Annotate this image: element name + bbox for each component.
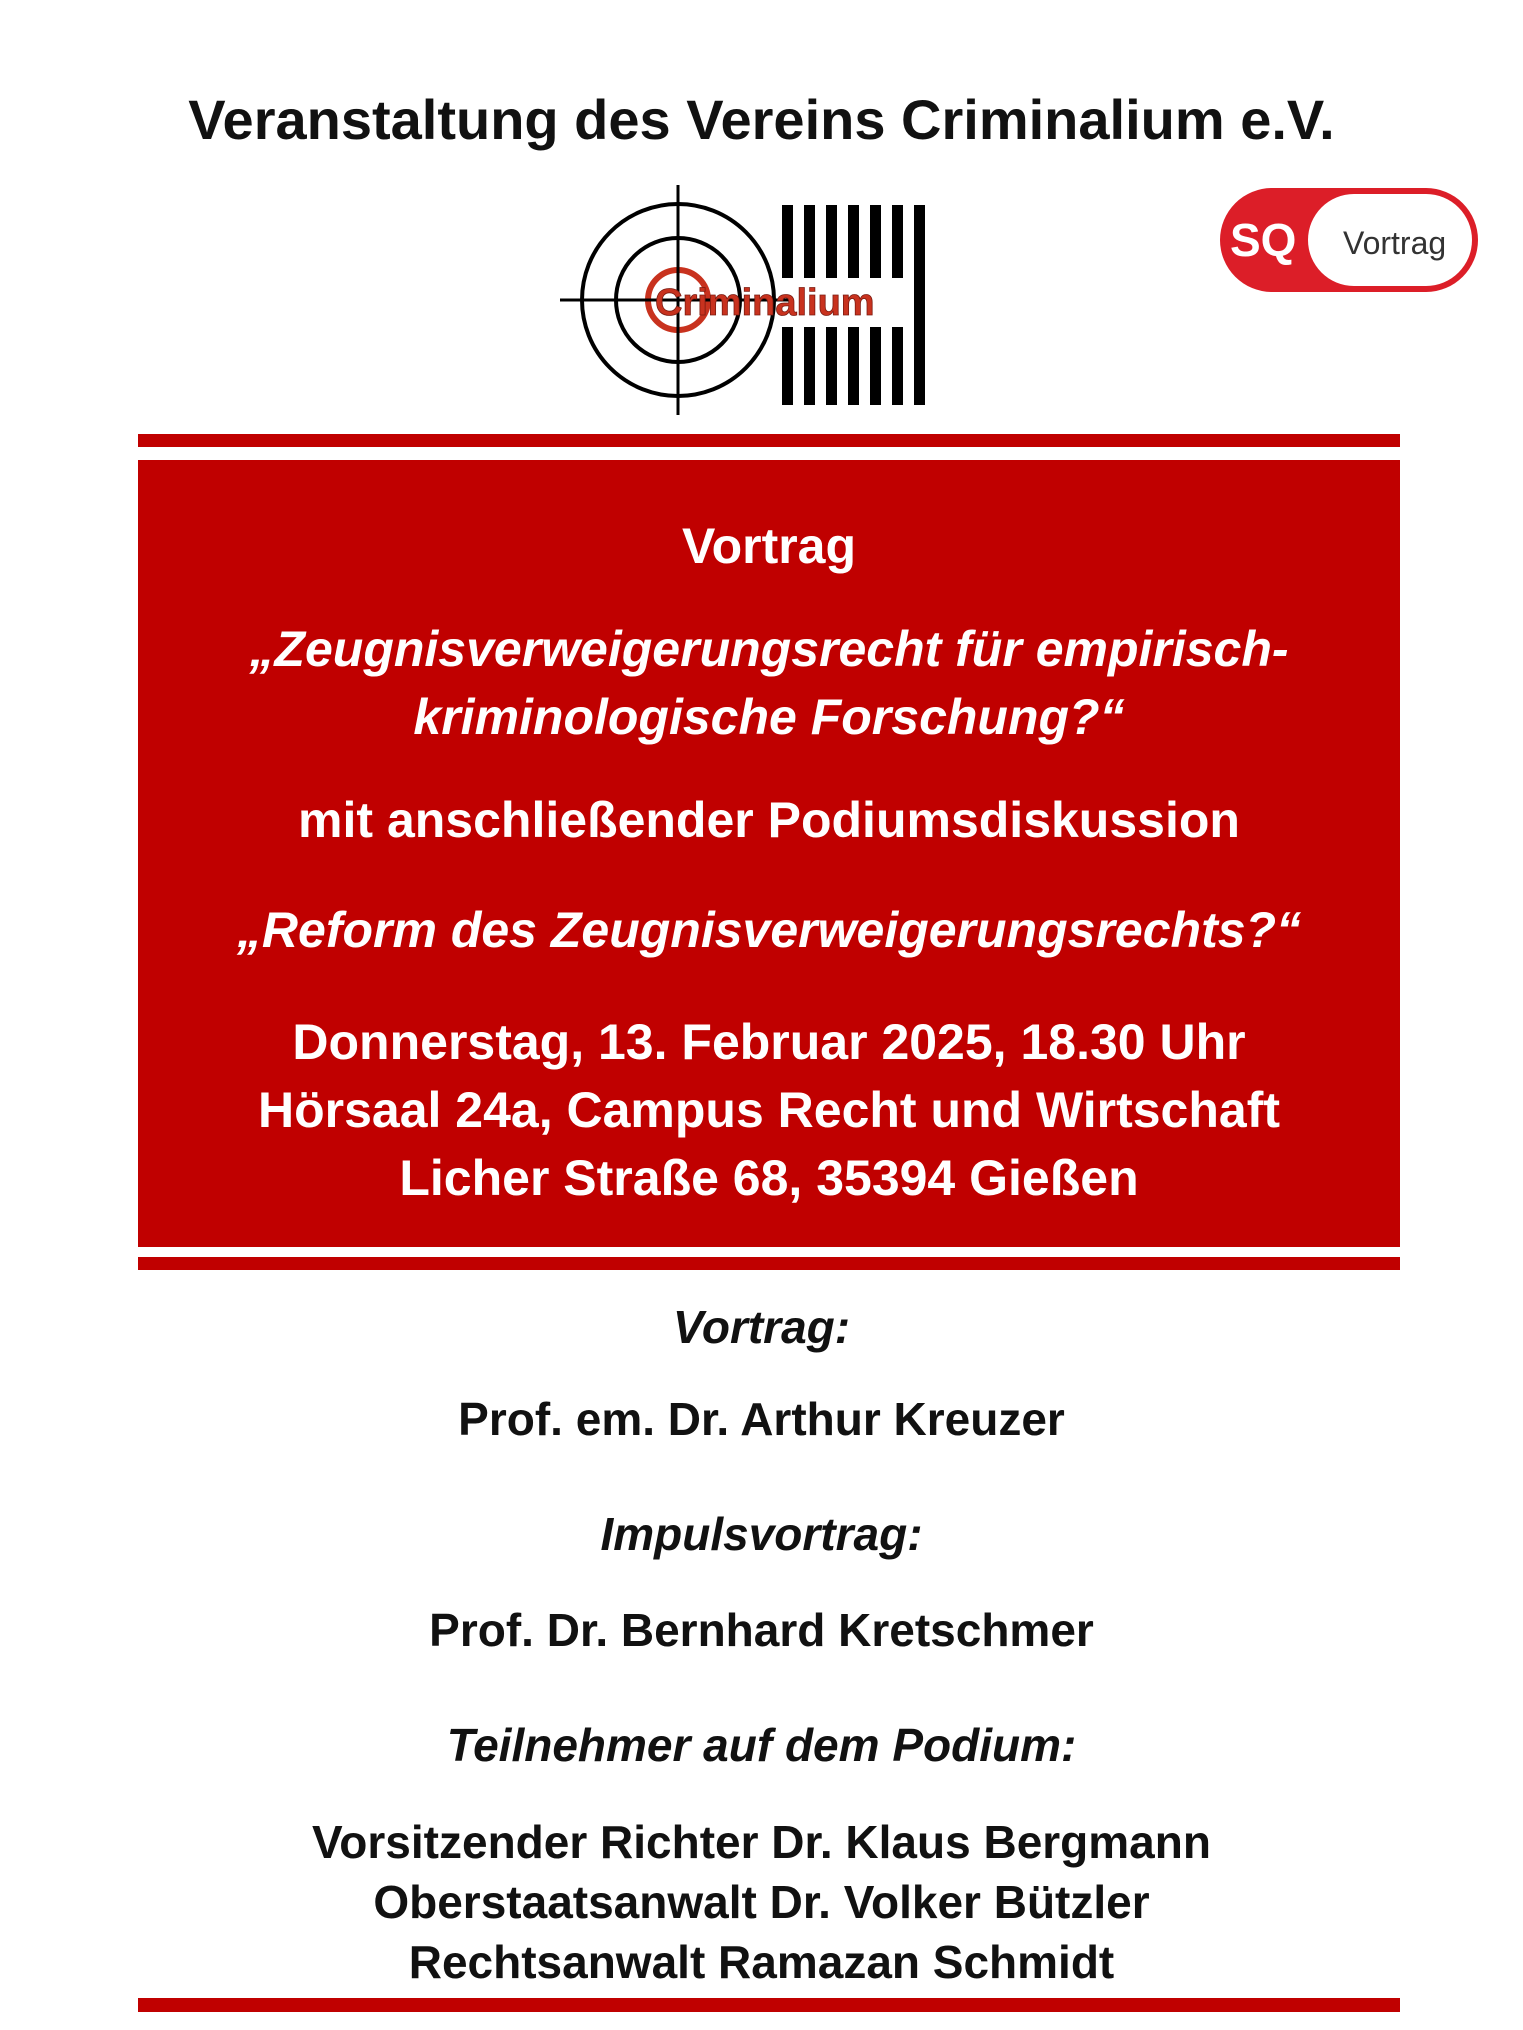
panelist-list [0, 1812, 1523, 1992]
event-address: Licher Straße 68, 35394 Gießen [399, 1150, 1139, 1206]
middle-divider [138, 1257, 1400, 1270]
lecture-heading: Vortrag: [672, 1301, 851, 1353]
panelist: Oberstaatsanwalt Dr. Volker Bützler [373, 1876, 1150, 1928]
criminalium-logo [560, 185, 960, 415]
panelist: Rechtsanwalt Ramazan Schmidt [408, 1936, 1115, 1988]
panel-title: „Reform des Zeugnisverweigerungsrechts?“ [236, 902, 1302, 958]
lecture-title [138, 615, 1400, 751]
panelist: Vorsitzender Richter Dr. Klaus Bergmann [312, 1816, 1211, 1868]
top-divider [138, 434, 1400, 447]
sq-vortrag-badge [1218, 186, 1480, 296]
bottom-divider [138, 1998, 1400, 2012]
lecture-speaker: Prof. em. Dr. Arthur Kreuzer [458, 1393, 1065, 1445]
badge-left-text: SQ [1230, 214, 1297, 266]
lecture-title-line: kriminologische Forschung?“ [413, 689, 1125, 745]
event-box [138, 460, 1400, 1247]
impulse-speaker: Prof. Dr. Bernhard Kretschmer [429, 1604, 1094, 1656]
event-details [138, 1008, 1400, 1212]
logo-text: Criminalium [655, 282, 875, 324]
event-datetime: Donnerstag, 13. Februar 2025, 18.30 Uhr [292, 1014, 1246, 1070]
event-location: Hörsaal 24a, Campus Recht und Wirtschaft [257, 1082, 1281, 1138]
badge-right-text: Vortrag [1343, 225, 1447, 261]
lecture-title-line: „Zeugnisverweigerungsrecht für empirisch- [249, 621, 1289, 677]
panel-heading: Teilnehmer auf dem Podium: [446, 1719, 1077, 1771]
event-subtitle: mit anschließender Podiumsdiskussion [298, 792, 1240, 848]
event-type: Vortrag [681, 518, 857, 574]
impulse-heading: Impulsvortrag: [600, 1508, 923, 1560]
header-title: Veranstaltung des Vereins Criminalium e.V. [188, 88, 1335, 151]
